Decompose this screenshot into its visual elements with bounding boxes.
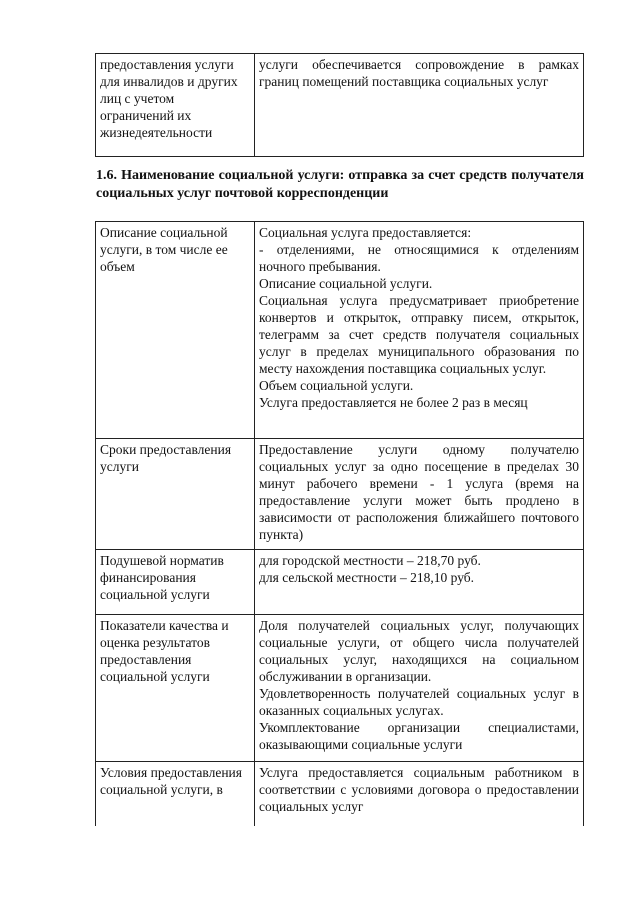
row-label: Подушевой норматив финансирования социальной услуги [96, 550, 255, 615]
content-line: для городской местности – 218,70 руб. [259, 553, 481, 568]
row-label: Описание социальной услуги, в том числе ее объем [96, 222, 255, 439]
content-line: Социальная услуга предусматривает приобретение конвертов и открыток, отправку писем, открыток, телеграмм за счет средств получателя социальных услуг в пределах муниципального образования по месту нахождения поставщика социальных услуг. [259, 293, 579, 376]
content-line: Описание социальной услуги. [259, 276, 433, 291]
table-row [96, 222, 584, 439]
section-heading: 1.6. Наименование социальной услуги: отправка за счет средств получателя социальных услуг почтовой корреспонденции [96, 168, 584, 201]
table-row [96, 615, 584, 762]
row-content [255, 222, 584, 439]
content-line: Услуга предоставляется социальным работником в соответствии с условиями договора о предоставлении социальных услуг [259, 765, 579, 814]
content-line: Объем социальной услуги. [259, 378, 414, 393]
content-line: для сельской местности – 218,10 руб. [259, 570, 475, 585]
row-content: услуги обеспечивается сопровождение в рамках границ помещений поставщика социальных услуг [255, 54, 584, 157]
content-line: Услуга предоставляется не более 2 раз в месяц [259, 395, 528, 410]
table-row [96, 54, 584, 157]
service-table [95, 221, 584, 826]
row-label: предоставления услуги для инвалидов и других лиц с учетом ограничений их жизнедеятельности [96, 54, 255, 157]
content-line: Предоставление услуги одному получателю социальных услуг за одно посещение в пределах 30 минут рабочего времени - 1 услуга (время на предоставление услуги может быть продлено в зависимости от расположения ближайшего почтового пункта) [259, 442, 579, 542]
content-line: Укомплектование организации специалистами, оказывающими социальные услуги [259, 720, 579, 752]
row-label: Условия предоставления социальной услуги, в [96, 762, 255, 827]
row-content [255, 439, 584, 550]
table-row [96, 439, 584, 550]
row-content [255, 615, 584, 762]
row-content [255, 762, 584, 827]
continuation-table [95, 53, 584, 157]
row-content [255, 550, 584, 615]
table-row [96, 550, 584, 615]
content-line: Доля получателей социальных услуг, получающих социальные услуги, от общего числа получателей социальных услуг, находящихся на социальном обслуживании в организации. [259, 618, 579, 684]
content-line: Удовлетворенность получателей социальных услуг в оказанных социальных услугах. [259, 686, 579, 718]
row-label: Показатели качества и оценка результатов предоставления социальной услуги [96, 615, 255, 762]
table-row [96, 762, 584, 827]
row-label: Сроки предоставления услуги [96, 439, 255, 550]
content-line: Социальная услуга предоставляется: [259, 225, 472, 240]
content-line: - отделениями, не относящимися к отделениям ночного пребывания. [259, 242, 579, 274]
